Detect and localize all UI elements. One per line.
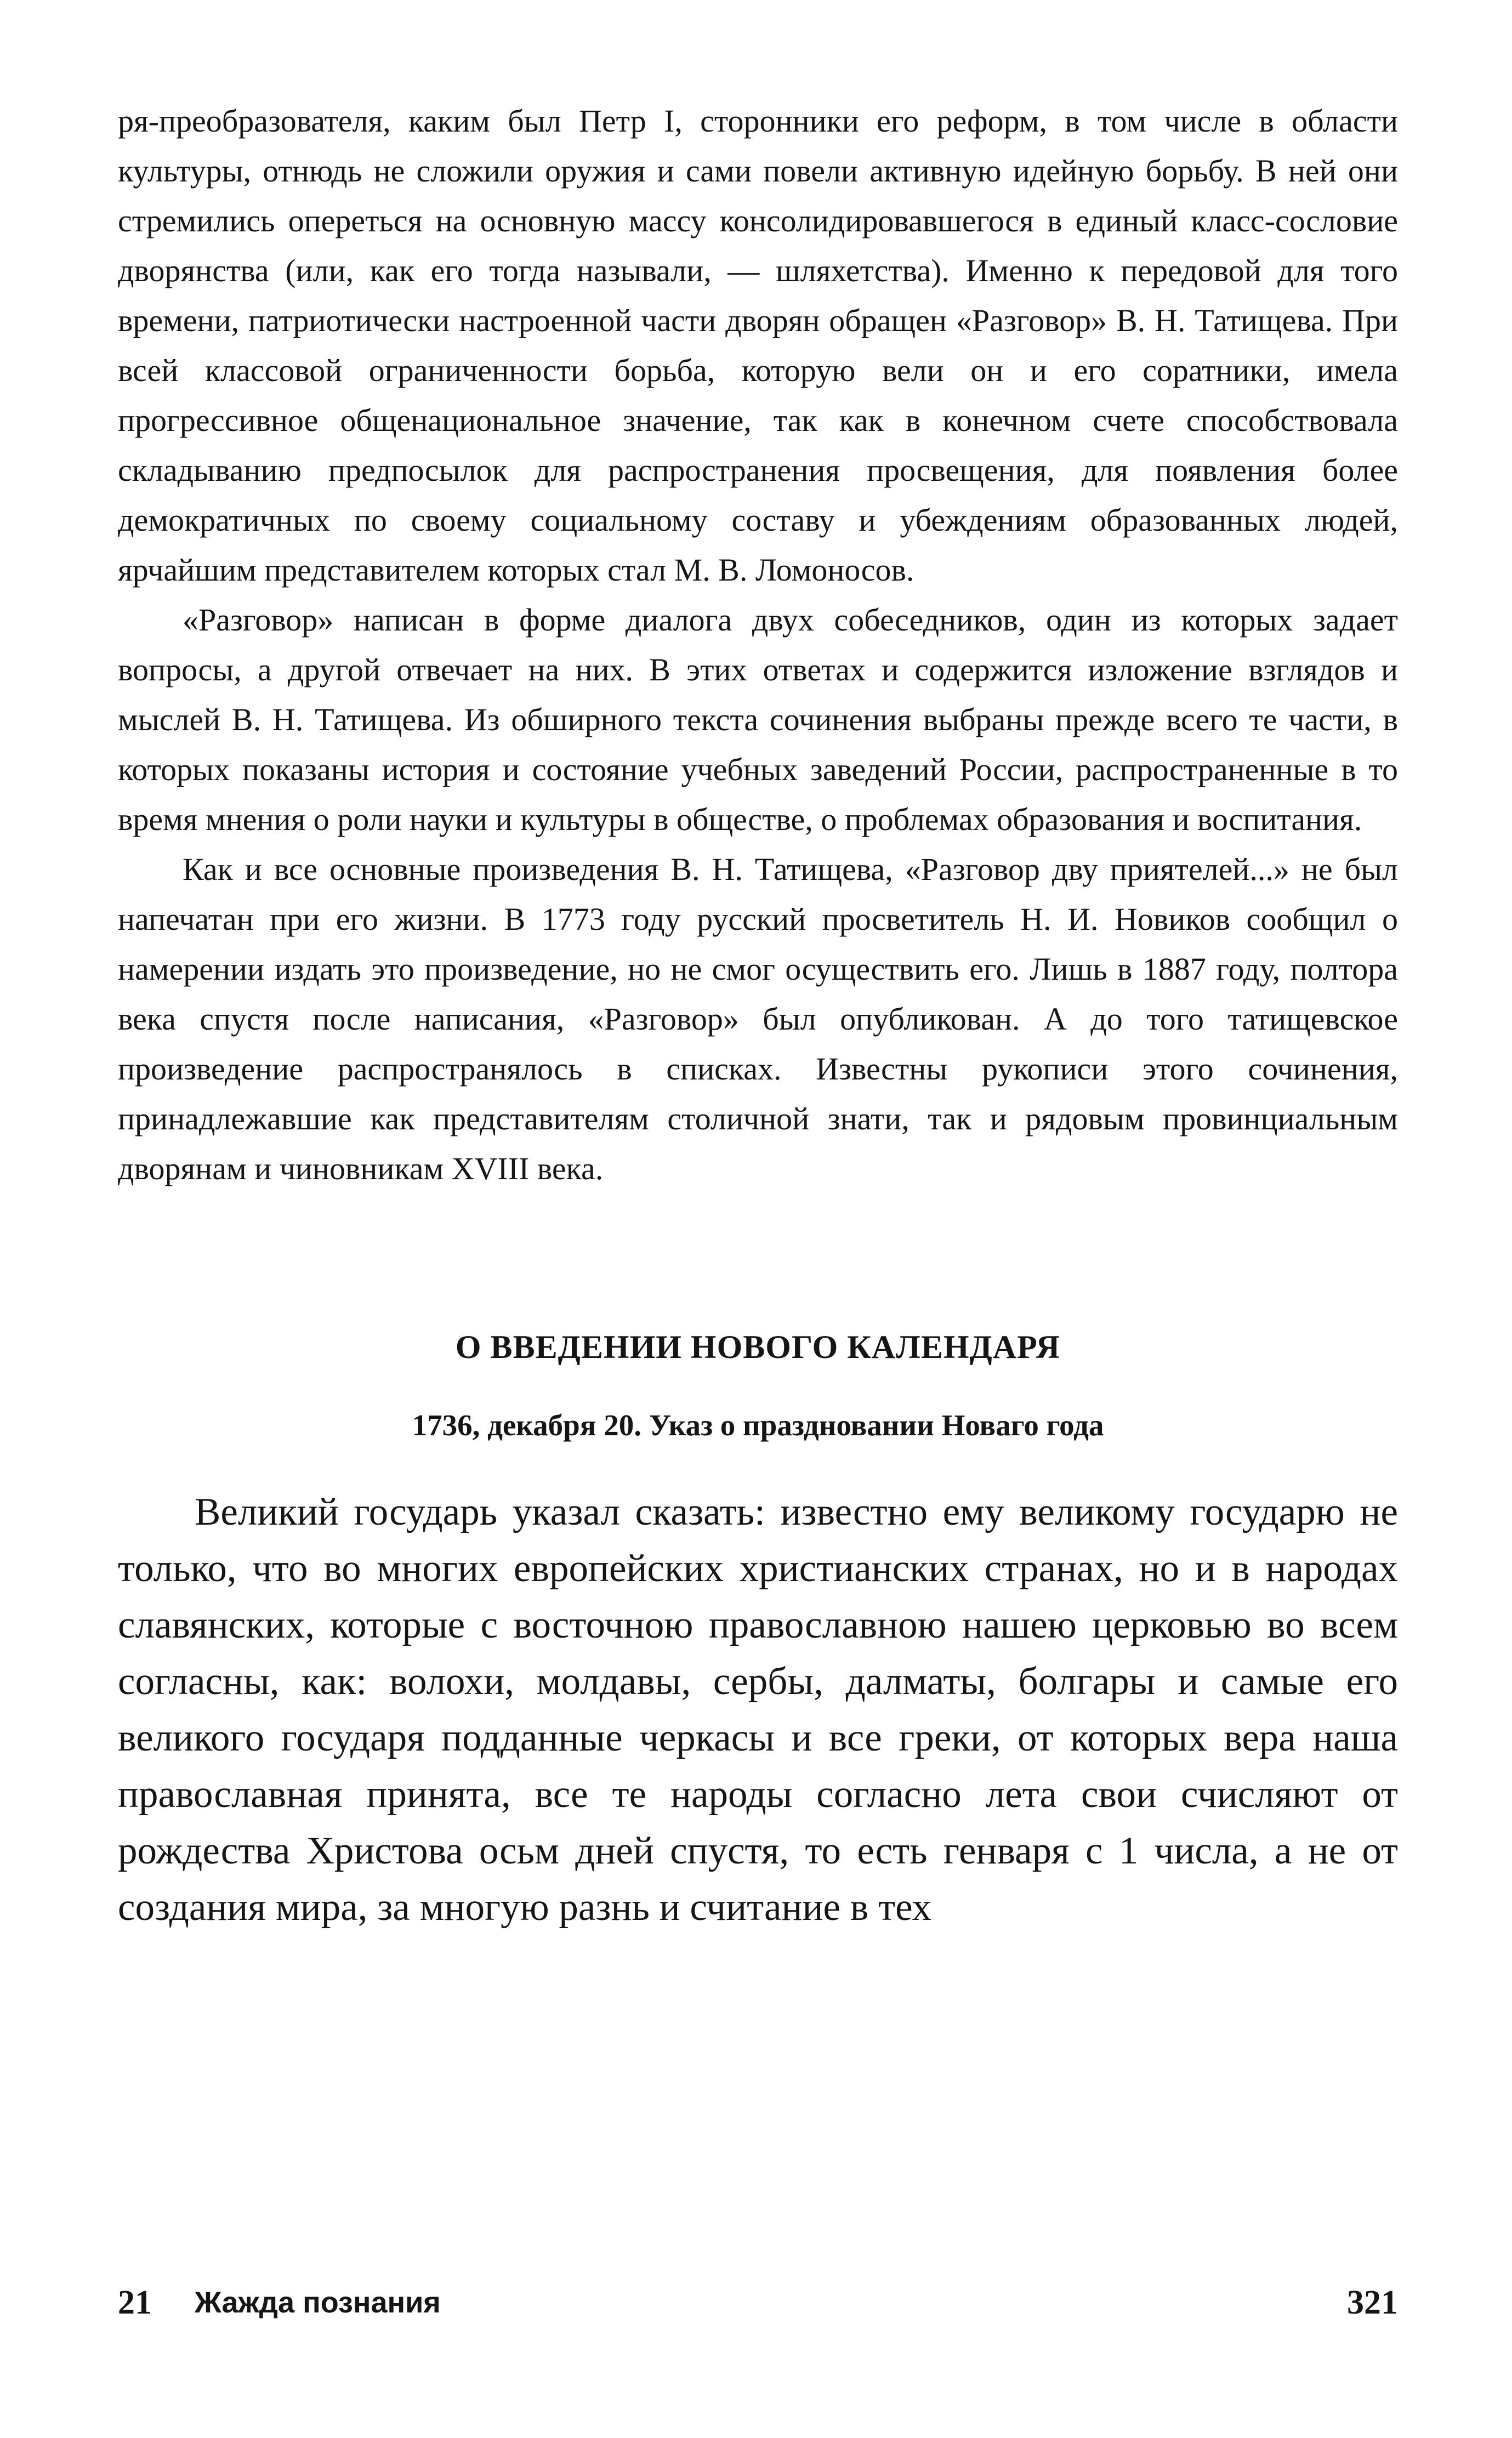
signature-mark: 21 (118, 2284, 152, 2321)
book-title: Жажда познания (195, 2286, 441, 2319)
decree-text: Великий государь указал сказать: известно ему великому государю не только, что во многих европейских христианских странах, но и в народах славянских, которые с восточною православною нашею церковью во всем согласны, как: волохи, молдавы, сербы, далматы, болгары и самые его великого государя подданные черкасы и все греки, от которых вера наша православная принята, все те народы согласно лета свои счисляют от рождества Христова осьм дней спустя, то есть генваря с 1 числа, а не от создания мира, за многую разнь и считание в тех (118, 1491, 1398, 1929)
book-page (118, 96, 1398, 2377)
intro-text (118, 96, 1398, 1194)
section-title: О ВВЕДЕНИИ НОВОГО КАЛЕНДАРЯ (455, 1329, 1061, 1365)
page-number: 321 (1347, 2284, 1398, 2321)
intro-paragraph-2: «Разговор» написан в форме диалога двух собеседников, один из которых задает вопросы, а другой отвечает на них. В этих ответах и содержится изложение взглядов и мыслей В. Н. Татищева. Из обширного текста сочинения выбраны прежде всего те части, в которых показаны история и состояние учебных заведений России, распространенные в то время мнения о роли науки и культуры в обществе, о проблемах образования и воспитания. (118, 602, 1398, 837)
page-footer (118, 2281, 1398, 2325)
section-subtitle: 1736, декабря 20. Указ о праздновании Новаго года (412, 1408, 1104, 1442)
intro-paragraph-1: ря-преобразователя, каким был Петр I, сторонники его реформ, в том числе в области культуры, отнюдь не сложили оружия и сами повели активную идейную борьбу. В ней они стремились опереться на основную массу консолидировавшегося в единый класс-сословие дворянства (или, как его тогда называли, — шляхетства). Именно к передовой для того времени, патриотически настроенной части дворян обращен «Разговор» В. Н. Татищева. При всей классовой ограниченности борьба, которую вели он и его соратники, имела прогрессивное общенациональное значение, так как в конечном счете способствовала складыванию предпосылок для распространения просвещения, для появления более демократичных по своему социальному составу и убеждениям образованных людей, ярчайшим представителем которых стал М. В. Ломоносов. (118, 103, 1398, 588)
intro-paragraph-3: Как и все основные произведения В. Н. Татищева, «Разговор дву приятелей...» не был напечатан при его жизни. В 1773 году русский просветитель Н. И. Новиков сообщил о намерении издать это произведение, но не смог осуществить его. Лишь в 1887 году, полтора века спустя после написания, «Разговор» был опубликован. А до того татищевское произведение распространялось в списках. Известны рукописи этого сочинения, принадлежавшие как представителям столичной знати, так и рядовым провинциальным дворянам и чиновникам XVIII века. (118, 851, 1398, 1186)
